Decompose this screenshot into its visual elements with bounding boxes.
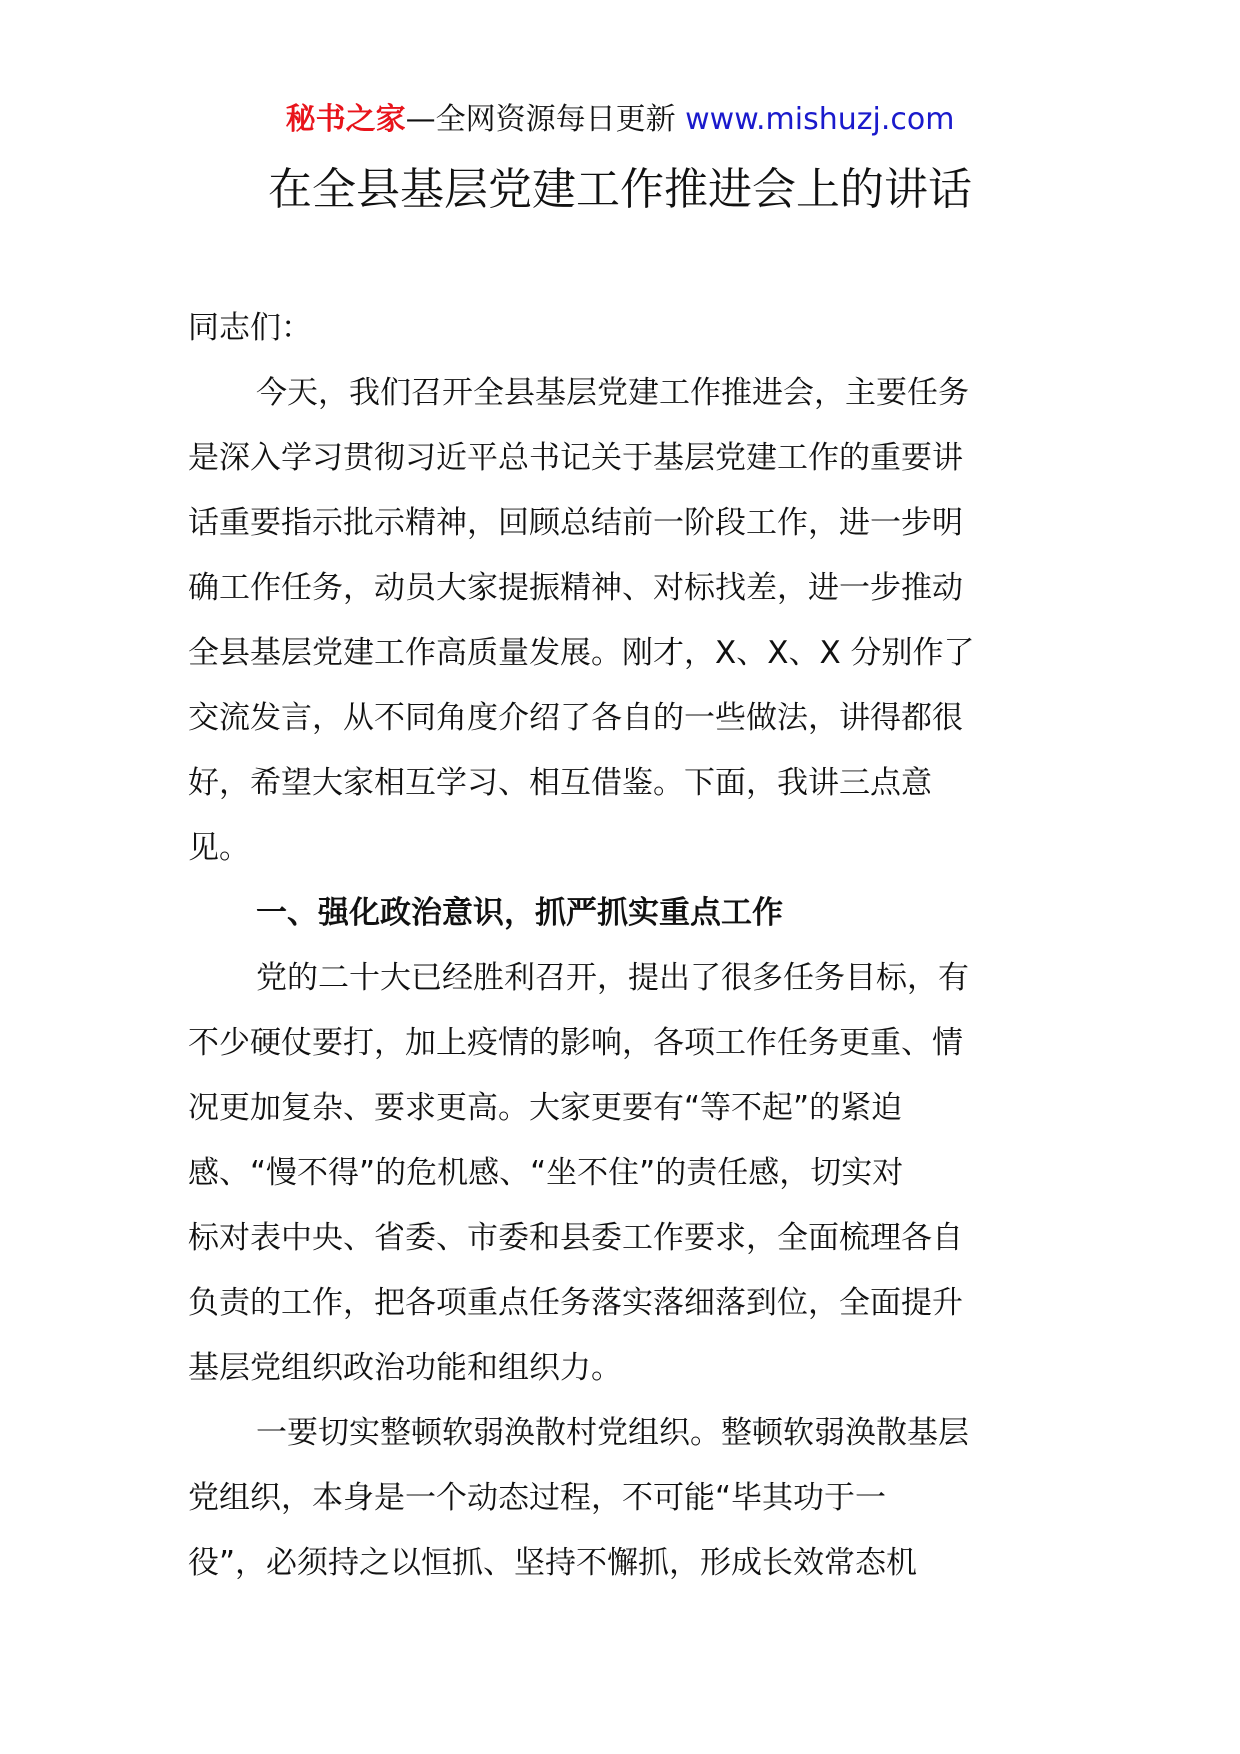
brand-name: 秘书之家 — [285, 102, 406, 137]
salutation: 同志们： — [188, 310, 312, 346]
paragraph-line: 见。 — [188, 830, 250, 866]
paragraph-line: 全县基层党建工作高质量发展。刚才，X、X、X 分别作了 — [188, 635, 975, 671]
paragraph-line: 负责的工作，把各项重点任务落实落细落到位，全面提升 — [188, 1285, 963, 1321]
paragraph-line: 交流发言，从不同角度介绍了各自的一些做法，讲得都很 — [188, 700, 963, 736]
paragraph-line: 况更加复杂、要求更高。大家更要有“等不起”的紧迫 — [188, 1090, 903, 1126]
paragraph-line: 基层党组织政治功能和组织力。 — [188, 1350, 622, 1386]
paragraph-line: 今天，我们召开全县基层党建工作推进会，主要任务 — [256, 375, 969, 411]
paragraph-line: 是深入学习贯彻习近平总书记关于基层党建工作的重要讲 — [188, 440, 963, 476]
paragraph-line: 党的二十大已经胜利召开，提出了很多任务目标，有 — [256, 960, 969, 996]
site-url[interactable]: www.mishuzj.com — [685, 102, 955, 137]
header-slogan: —全网资源每日更新 — [405, 102, 686, 137]
paragraph-line: 一要切实整顿软弱涣散村党组织。整顿软弱涣散基层 — [256, 1415, 969, 1451]
paragraph-line: 不少硬仗要打，加上疫情的影响，各项工作任务更重、情 — [188, 1025, 963, 1061]
paragraph-line: 感、“慢不得”的危机感、“坐不住”的责任感，切实对 — [188, 1155, 904, 1191]
paragraph-line: 役”，必须持之以恒抓、坚持不懈抓，形成长效常态机 — [188, 1545, 918, 1581]
paragraph-line: 好，希望大家相互学习、相互借鉴。下面，我讲三点意 — [188, 765, 932, 801]
document-body — [188, 296, 1056, 1596]
paragraph-line: 党组织，本身是一个动态过程，不可能“毕其功于一 — [188, 1480, 887, 1516]
paragraph-line: 确工作任务，动员大家提振精神、对标找差，进一步推动 — [188, 570, 963, 606]
section-heading: 一、强化政治意识，抓严抓实重点工作 — [256, 895, 783, 931]
watermark-header — [0, 100, 1240, 140]
paragraph-line: 标对表中央、省委、市委和县委工作要求，全面梳理各自 — [188, 1220, 963, 1256]
document-title: 在全县基层党建工作推进会上的讲话 — [268, 164, 972, 215]
paragraph-line: 话重要指示批示精神，回顾总结前一阶段工作，进一步明 — [188, 505, 963, 541]
